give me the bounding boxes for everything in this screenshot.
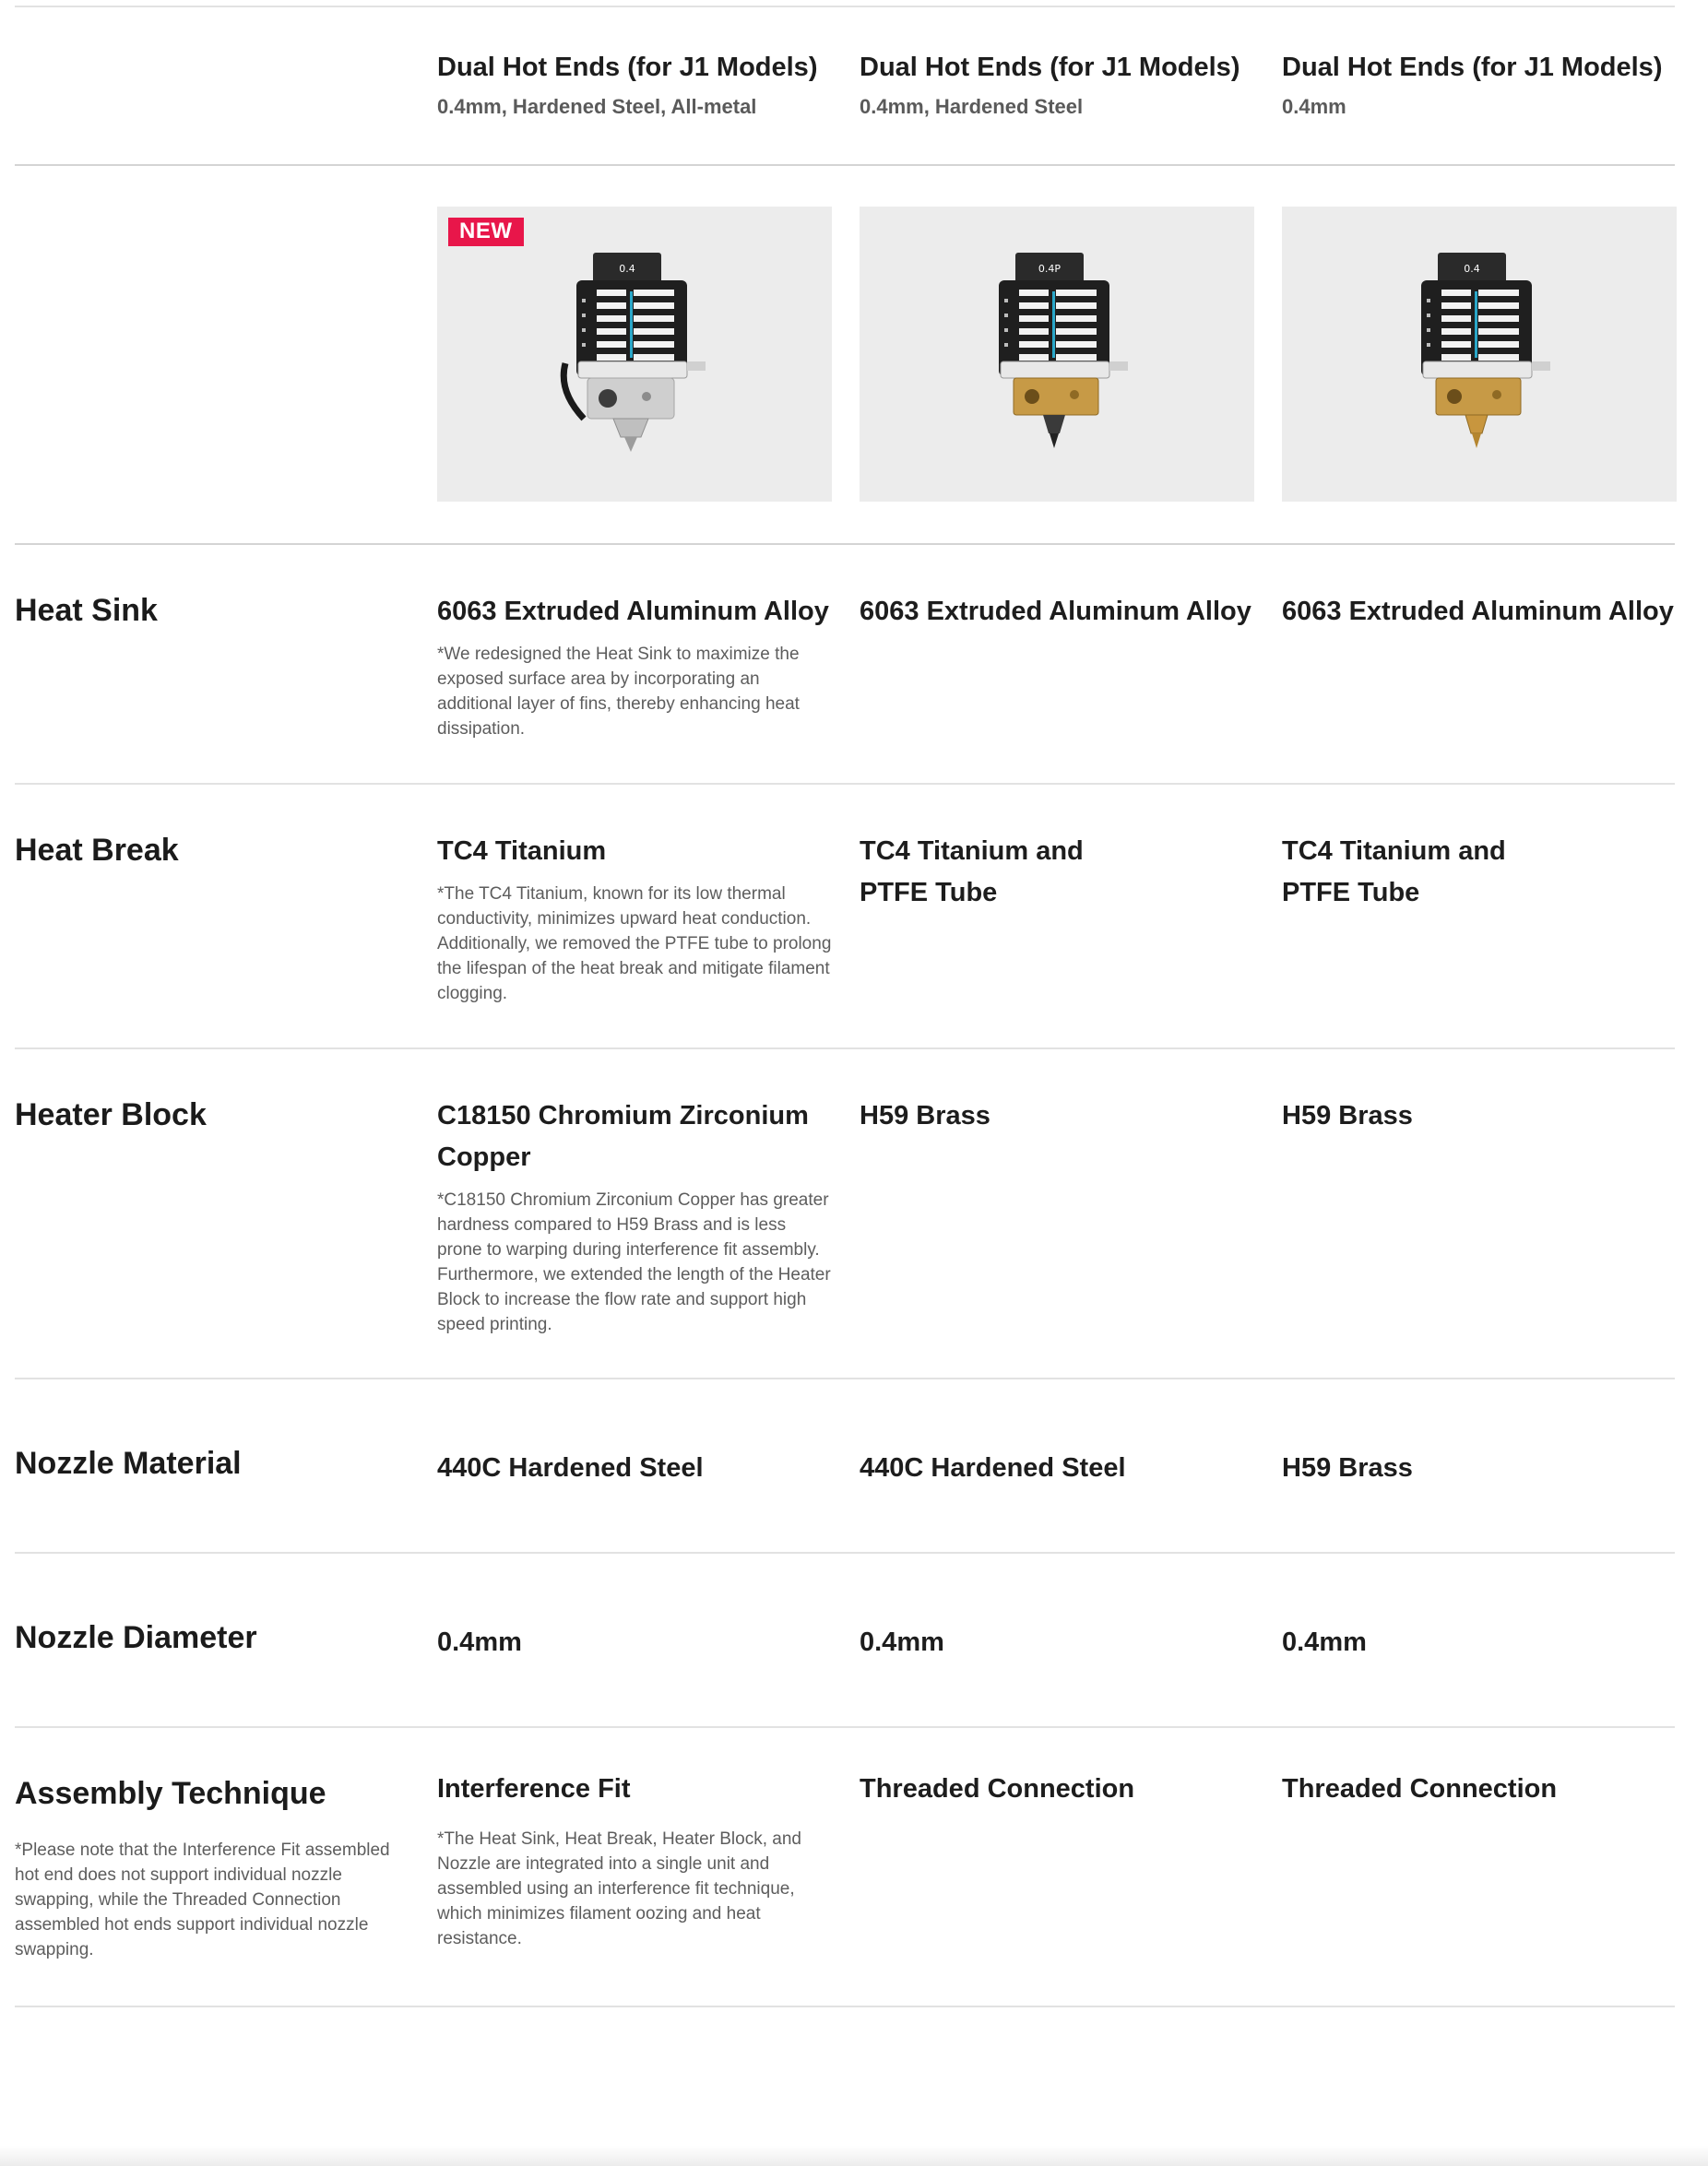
product-subtitle: 0.4mm (1282, 94, 1346, 118)
spec-label-cell (15, 1554, 437, 1726)
spec-cell (437, 785, 832, 1047)
product-image-hardened-steel-all-metal[interactable] (437, 207, 832, 502)
spec-value: 0.4mm (1282, 1627, 1367, 1657)
hot-end-brass-icon (1401, 243, 1558, 465)
spec-cell (860, 785, 1254, 1047)
spec-label-cell (15, 1728, 437, 2006)
spec-cell (860, 1049, 1254, 1378)
spec-label-heat-sink: Heat Sink (15, 593, 158, 628)
spec-label-heat-break: Heat Break (15, 833, 179, 868)
spec-row-heater-block (15, 1049, 1675, 1379)
spec-value: H59 Brass (1282, 1453, 1413, 1483)
spec-cell (437, 1049, 832, 1378)
spec-note: *The Heat Sink, Heat Break, Heater Block, and Nozzle are integrated into a single unit and assembled using an interference fit technique, which minimizes filament oozing and heat resistance. (437, 1829, 801, 1948)
product-subtitle: 0.4mm, Hardened Steel, All-metal (437, 94, 757, 118)
spec-label-cell (15, 1049, 437, 1378)
spec-value: H59 Brass (1282, 1101, 1413, 1130)
spec-cell (860, 1728, 1254, 2006)
spec-value: 440C Hardened Steel (437, 1453, 704, 1483)
hot-end-label: 0.4P (1038, 263, 1062, 275)
product-subtitle: 0.4mm, Hardened Steel (860, 94, 1084, 118)
spec-value: TC4 Titanium and PTFE Tube (860, 836, 1084, 907)
spec-label-note: *Please note that the Interference Fit assembled hot end does not support individual nozzle swapping, while the Threaded Connection assembled hot ends support individual nozzle swapping. (15, 1840, 390, 1959)
comparison-table (15, 6, 1675, 2007)
spec-cell (1282, 545, 1677, 783)
spec-value: Threaded Connection (1282, 1774, 1558, 1804)
spec-row-nozzle-diameter (15, 1554, 1675, 1728)
product-title: Dual Hot Ends (for J1 Models) (1282, 53, 1663, 82)
bottom-fade (0, 2146, 1708, 2166)
product-image-hardened-steel[interactable] (860, 207, 1254, 502)
spec-label-heater-block: Heater Block (15, 1097, 207, 1132)
spec-row-nozzle-material (15, 1379, 1675, 1554)
product-header-3 (1282, 7, 1677, 164)
product-title: Dual Hot Ends (for J1 Models) (437, 53, 818, 82)
product-header-1 (437, 7, 832, 164)
product-title: Dual Hot Ends (for J1 Models) (860, 53, 1240, 82)
spec-value: TC4 Titanium (437, 836, 607, 866)
spec-value: 6063 Extruded Aluminum Alloy (860, 597, 1251, 626)
spec-cell (1282, 785, 1677, 1047)
spec-label-nozzle-diameter: Nozzle Diameter (15, 1620, 257, 1655)
product-header-row (15, 6, 1675, 166)
hot-end-steel-icon (556, 243, 713, 465)
spec-value: 6063 Extruded Aluminum Alloy (1282, 597, 1674, 626)
spec-row-assembly-technique (15, 1728, 1675, 2007)
product-header-2 (860, 7, 1254, 164)
new-badge: NEW (448, 218, 524, 246)
spec-cell (437, 1379, 832, 1552)
spec-value: 6063 Extruded Aluminum Alloy (437, 597, 829, 626)
product-image-cell-3 (1282, 166, 1677, 543)
spec-row-heat-break (15, 785, 1675, 1049)
spec-cell (1282, 1049, 1677, 1378)
hot-end-label: 0.4 (1464, 263, 1480, 275)
spec-value: TC4 Titanium and PTFE Tube (1282, 836, 1506, 907)
spec-cell (860, 545, 1254, 783)
spec-cell (860, 1554, 1254, 1726)
spec-cell (437, 1554, 832, 1726)
hot-end-hardened-brass-icon (979, 243, 1135, 465)
spec-cell (437, 545, 832, 783)
spec-label-cell (15, 545, 437, 783)
product-image-brass[interactable] (1282, 207, 1677, 502)
spec-note: *C18150 Chromium Zirconium Copper has greater hardness compared to H59 Brass and is less prone to warping during interference fit assembly. Furthermore, we extended the length of the Heater Block to increase the flow rate and support high speed printing. (437, 1190, 831, 1334)
spec-note: *We redesigned the Heat Sink to maximize the exposed surface area by incorporating an additional layer of fins, thereby enhancing heat dissipation. (437, 645, 800, 739)
product-image-cell-2 (860, 166, 1254, 543)
spec-value: 0.4mm (437, 1627, 522, 1657)
spec-cell (860, 1379, 1254, 1552)
image-label-cell (15, 166, 437, 543)
spec-note: *The TC4 Titanium, known for its low thermal conductivity, minimizes upward heat conduction. Additionally, we removed the PTFE tube to prolong the lifespan of the heat break and mitigate filament clogging. (437, 884, 832, 1003)
spec-label-nozzle-material: Nozzle Material (15, 1446, 242, 1481)
product-image-cell-1 (437, 166, 832, 543)
spec-value: C18150 Chromium Zirconium Copper (437, 1101, 809, 1172)
spec-label-assembly-technique: Assembly Technique (15, 1776, 326, 1811)
product-image-row (15, 166, 1675, 545)
spec-cell (437, 1728, 832, 2006)
header-label-cell (15, 7, 437, 164)
spec-cell (1282, 1554, 1677, 1726)
spec-label-cell (15, 1379, 437, 1552)
spec-label-cell (15, 785, 437, 1047)
spec-value: Threaded Connection (860, 1774, 1135, 1804)
spec-value: H59 Brass (860, 1101, 990, 1130)
spec-cell (1282, 1379, 1677, 1552)
spec-value: 0.4mm (860, 1627, 944, 1657)
spec-cell (1282, 1728, 1677, 2006)
spec-value: 440C Hardened Steel (860, 1453, 1126, 1483)
spec-value: Interference Fit (437, 1774, 631, 1804)
spec-row-heat-sink (15, 545, 1675, 785)
hot-end-label: 0.4 (619, 263, 635, 275)
